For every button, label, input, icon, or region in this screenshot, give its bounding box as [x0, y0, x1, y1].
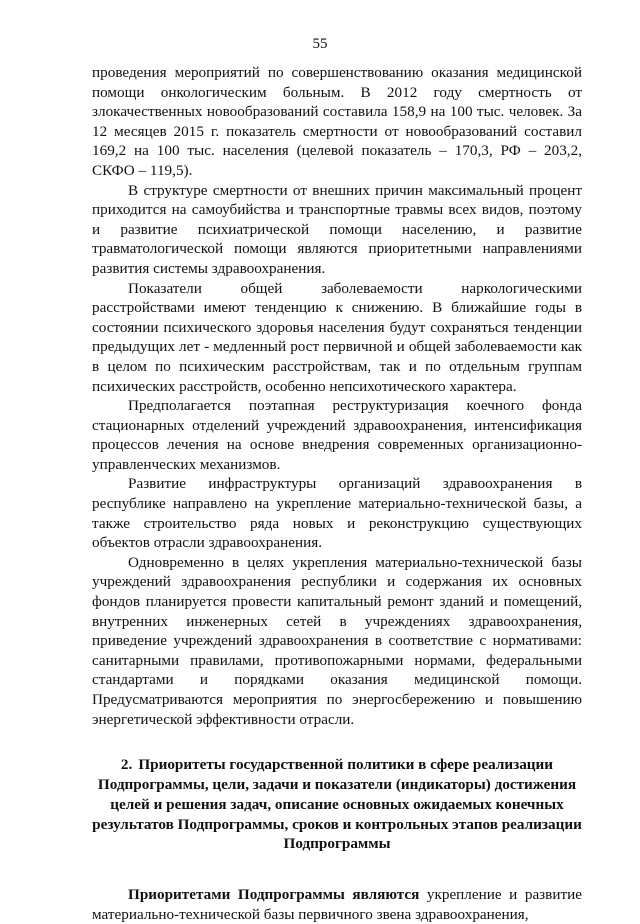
paragraph-continuation: проведения мероприятий по совершенствованию оказания медицинской помощи онкологическим больным. В 2012 году смертность от злокачественных новообразований составила 158,9 на 100 тыс. человек. За 12 месяцев 2015 г. показатель смертности от новообразований составил 169,2 на 100 тыс. населения (целевой показатель – 170,3, РФ – 203,2, СКФО – 119,5). — [92, 64, 582, 179]
paragraph-restructuring: Предполагается поэтапная реструктуризация коечного фонда стационарных отделений учреждений здравоохранения, интенсификация процессов лечения на основе внедрения современных организационно-управленческих механизмов. — [92, 397, 582, 473]
section-heading-number: 2. — [120, 756, 133, 774]
paragraph-infrastructure: Развитие инфраструктуры организаций здравоохранения в республике направлено на укрепление материально-технической базы, а также строительство ряда новых и реконструкцию существующих объектов отрасли здравоохранения. — [92, 475, 582, 552]
paragraph-external-causes: В структуре смертности от внешних причин максимальный процент приходится на самоубийства и транспортные травмы всех видов, поэтому и развитие психиатрической помощи населению, и развитие травматологической помощи являются приоритетными направлениями развития системы здравоохранения. — [92, 181, 582, 277]
page-number: 55 — [312, 36, 328, 52]
priorities-text: укрепление и развитие материально-технической базы первичного звена здравоохранения, — [92, 886, 582, 923]
document-body — [92, 63, 582, 924]
section-heading-text: Приоритеты государственной политики в сфере реализации Подпрограммы, цели, задачи и показатели (индикаторы) достижения целей и решения задач, описание основных ожидаемых конечных результатов Подпрограммы, сроков и контрольных этапов реализации Подпрограммы — [92, 756, 582, 853]
paragraph-repair: Одновременно в целях укрепления материально-технической базы учреждений здравоохранения республики и содержания их основных фондов планируется провести капитальный ремонт зданий и помещений, внутренних инженерных сетей в учреждениях здравоохранения, приведение учреждений здравоохранения в соответствие с нормативами: санитарными правилами, противопожарными нормами, федеральными стандартами и порядками оказания медицинской помощи. Предусматриваются мероприятия по энергосбережению и повышению энергетической эффективности отрасли. — [92, 553, 582, 728]
paragraph-narcology: Показатели общей заболеваемости наркологическими расстройствами имеют тенденцию к снижению. В ближайшие годы в состоянии психического здоровья населения будут сохраняться тенденции предыдущих лет - медленный рост первичной и общей заболеваемости как в целом по психическим расстройствам, так и по отдельным группам психических расстройств, особенно непсихотического характера. — [92, 279, 582, 395]
priorities-lead: Приоритетами Подпрограммы являются — [128, 886, 420, 904]
section-heading — [92, 755, 582, 854]
